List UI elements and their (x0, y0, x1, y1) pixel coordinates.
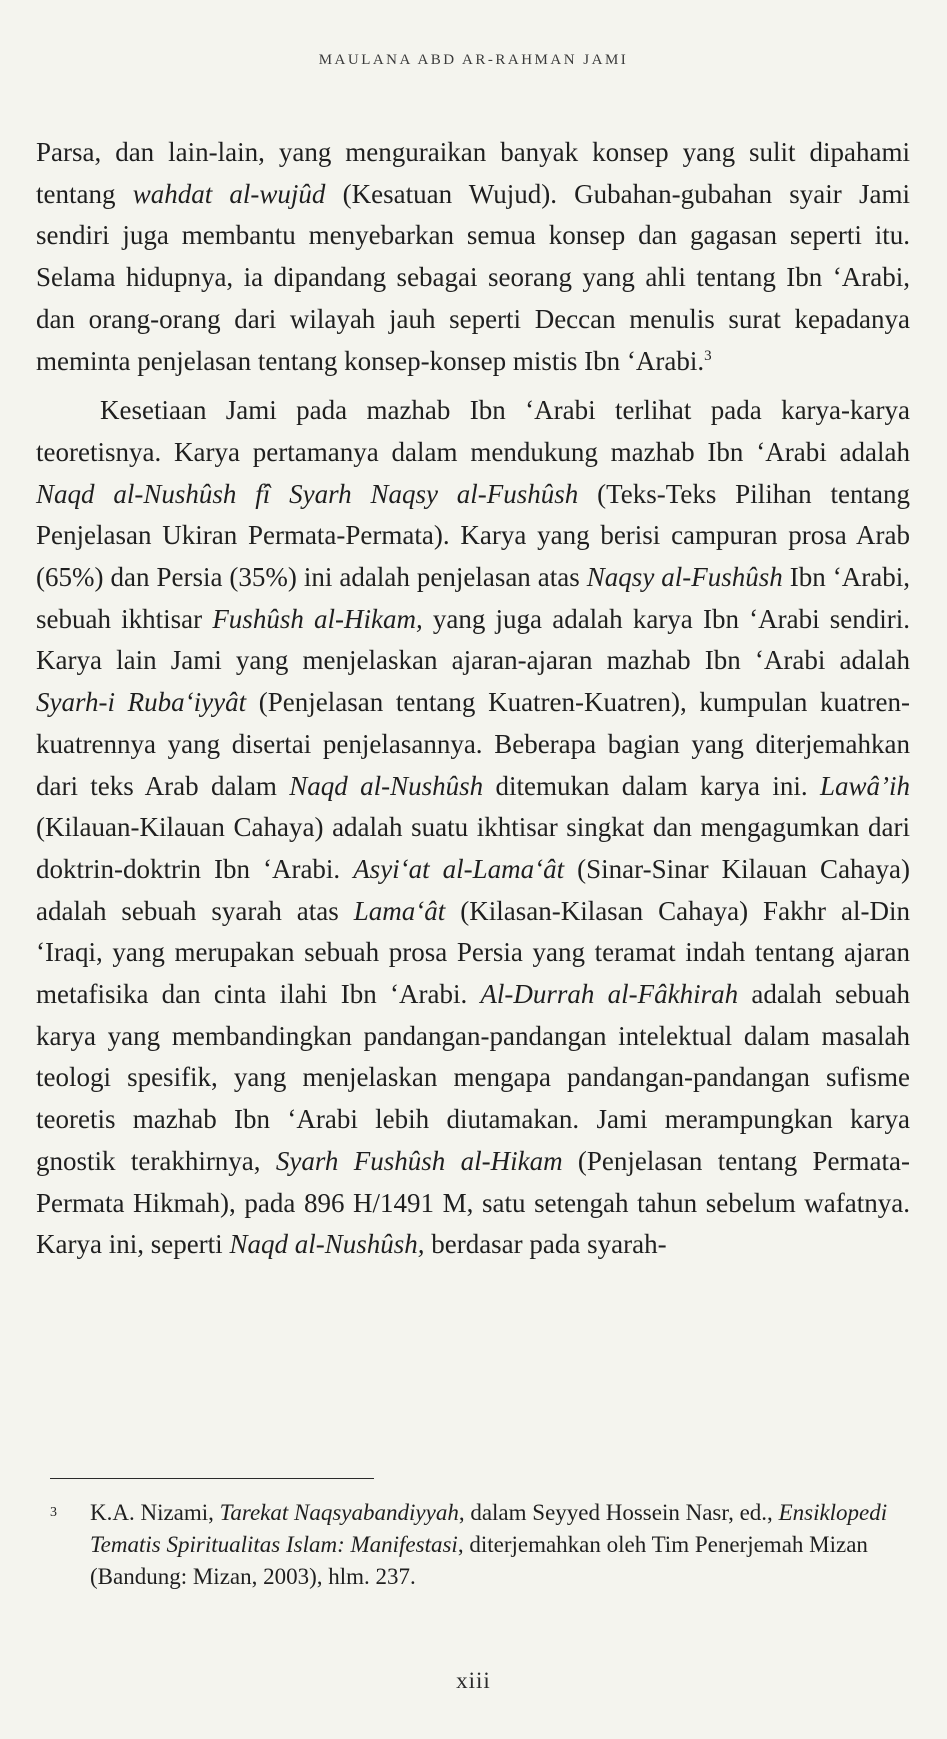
p2-text-4: yang juga adalah karya Ibn ‘Arabi sendiri. Karya lain Jami yang menjelaskan ajaran-ajaran mazhab Ibn ‘Arabi adalah (36, 603, 910, 676)
fn-text-3: , diterjemahkan oleh Tim Penerjemah Mizan (Bandung: Mizan, 2003), hlm. 237. (90, 1532, 868, 1589)
p2-italic-6: Lawâ’ih (819, 770, 910, 801)
p2-italic-5: Naqd al-Nushûsh (289, 770, 484, 801)
footnote-reference[interactable]: 3 (704, 347, 712, 364)
p2-text-6: ditemukan dalam karya ini. (483, 770, 820, 801)
p2-italic-3: Fushûsh al-Hikam, (212, 603, 423, 634)
fn-text-1: K.A. Nizami, (90, 1500, 220, 1525)
p1-italic-1: wahdat al-wujûd (132, 178, 326, 209)
p2-italic-11: Naqd al-Nushûsh, (229, 1229, 425, 1260)
p1-text-2: (Kesatuan Wujud). Gubahan-gubahan syair Jami sendiri juga membantu menyebarkan semua konsep dan gagasan seperti itu. Selama hidupnya, ia dipandang sebagai seorang yang ahli tentang Ibn ‘Arabi, dan orang-orang dari wilayah jauh seperti Deccan menulis surat kepadanya meminta penjelasan tentang konsep-konsep mistis Ibn ‘Arabi. (36, 178, 910, 376)
paragraph-1 (36, 132, 910, 382)
footnote (50, 1497, 910, 1593)
p2-text-1: Kesetiaan Jami pada mazhab Ibn ‘Arabi terlihat pada karya-karya teoretisnya. Karya pertamanya dalam mendukung mazhab Ibn ‘Arabi adalah (36, 395, 910, 467)
p2-italic-8: Lama‘ât (353, 895, 446, 926)
running-head: MAULANA ABD AR-RAHMAN JAMI (318, 52, 629, 68)
p2-italic-4: Syarh-i Ruba‘iyyât (36, 687, 247, 718)
footnote-number: 3 (50, 1505, 57, 1520)
footnote-text (90, 1497, 910, 1593)
p2-italic-2: Naqsy al-Fushûsh (586, 562, 783, 593)
fn-italic-1: Tarekat Naqsyabandiyyah (219, 1500, 459, 1525)
body-text (36, 132, 910, 1266)
fn-text-2: , dalam Seyyed Hossein Nasr, ed., (458, 1500, 779, 1525)
p2-text-3: Ibn ‘Arabi, sebuah ikhtisar (36, 562, 911, 634)
p2-italic-1: Naqd al-Nushûsh fî Syarh Naqsy al-Fushûsh (36, 478, 579, 509)
page-number: xiii (456, 1668, 491, 1693)
p2-text-11: (Penjelasan tentang Permata-Permata Hikmah), pada 896 H/1491 M, satu setengah tahun sebelum wafatnya. Karya ini, seperti (36, 1145, 910, 1260)
p2-text-12: berdasar pada syarah- (424, 1229, 667, 1260)
p2-italic-7: Asyi‘at al-Lama‘ât (353, 853, 565, 884)
paragraph-2 (36, 390, 910, 1266)
fn-italic-2: Ensiklopedi Tematis Spiritualitas Islam: Manifestasi (90, 1500, 888, 1557)
p2-text-10: adalah sebuah karya yang membandingkan pandangan-pandangan intelektual dalam masalah teologi spesifik, yang menjelaskan mengapa pandangan-pandangan sufisme teoretis mazhab Ibn ‘Arabi lebih diutamakan. Jami merampungkan karya gnostik terakhirnya, (36, 979, 910, 1176)
p2-italic-10: Syarh Fushûsh al-Hikam (275, 1145, 563, 1176)
p2-text-5: (Penjelasan tentang Kuatren-Kuatren), kumpulan kuatren-kuatrennya yang disertai penjelasannya. Beberapa bagian yang diterjemahkan dari teks Arab dalam (36, 687, 910, 801)
p2-text-9: (Kilasan-Kilasan Cahaya) Fakhr al-Din ‘Iraqi, yang merupakan sebuah prosa Persia yang teramat indah tentang ajaran metafisika dan cinta ilahi Ibn ‘Arabi. (36, 895, 910, 1010)
p2-text-8: (Sinar-Sinar Kilauan Cahaya) adalah sebuah syarah atas (36, 853, 911, 926)
p2-text-2: (Teks-Teks Pilihan tentang Penjelasan Ukiran Permata-Permata). Karya yang berisi campuran prosa Arab (65%) dan Persia (35%) ini adalah penjelasan atas (36, 478, 911, 593)
footnote-divider (50, 1478, 374, 1479)
p2-italic-9: Al-Durrah al-Fâkhirah (480, 979, 739, 1010)
p1-text-1: Parsa, dan lain-lain, yang menguraikan banyak konsep yang sulit dipahami tentang (36, 137, 910, 209)
p2-text-7: (Kilauan-Kilauan Cahaya) adalah suatu ikhtisar singkat dan mengagumkan dari doktrin-doktrin Ibn ‘Arabi. (36, 812, 910, 884)
